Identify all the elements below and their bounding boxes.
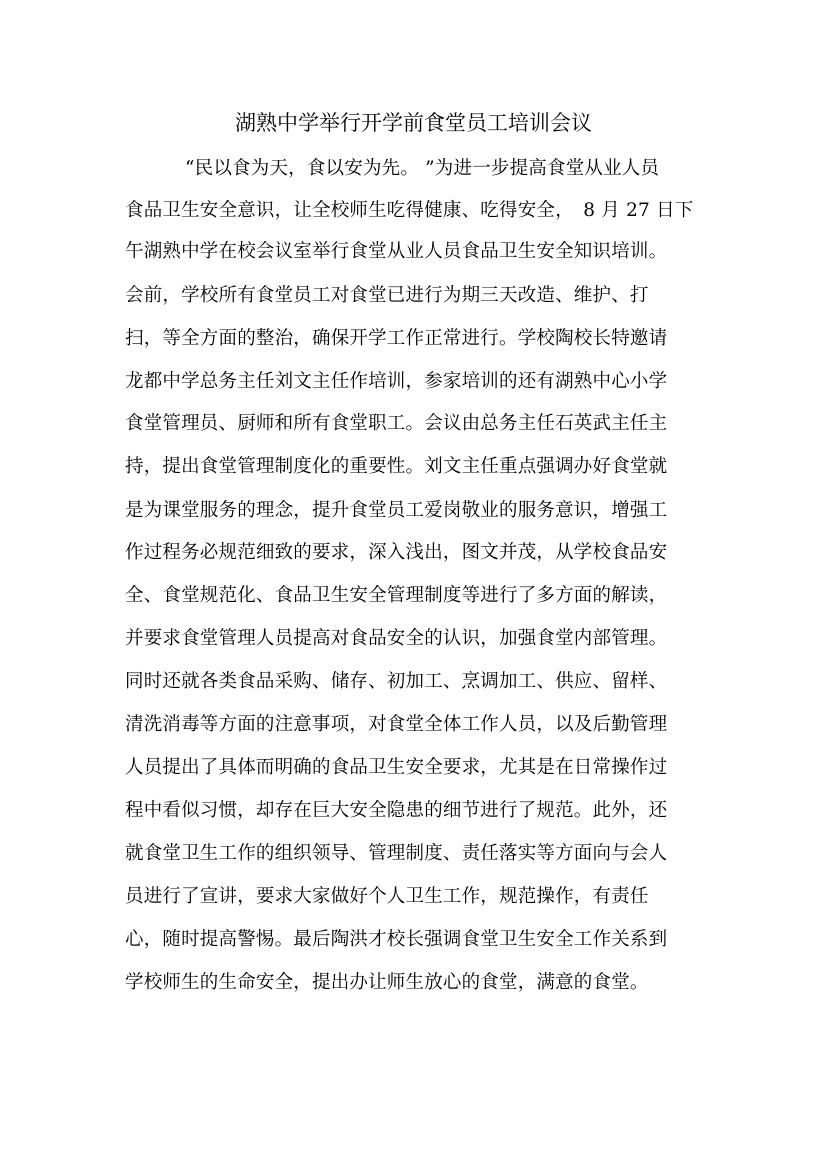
body-line-14: 清洗消毒等方面的注意事项，对食堂全体工作人员，以及后勤管理: [125, 714, 668, 735]
body-line-8: 持，提出食堂管理制度化的重要性。刘文主任重点强调办好食堂就: [125, 456, 668, 477]
body-line-11: 全、食堂规范化、食品卫生安全管理制度等进行了多方面的解读，: [125, 585, 668, 606]
body-line-10: 作过程务必规范细致的要求，深入浅出，图文并茂，从学校食品安: [125, 542, 668, 563]
body-line-12: 并要求食堂管理人员提高对食品安全的认识，加强食堂内部管理。: [125, 628, 668, 649]
body-line-6: 龙都中学总务主任刘文主任作培训，参家培训的还有湖熟中心小学: [125, 371, 668, 392]
body-line-3: 午湖熟中学在校会议室举行食堂从业人员食品卫生安全知识培训。: [125, 241, 668, 262]
body-line-15: 人员提出了具体而明确的食品卫生安全要求，尤其是在日常操作过: [125, 757, 668, 778]
document-title: 湖熟中学举行开学前食堂员工培训会议: [235, 111, 592, 135]
body-line-16: 程中看似习惯，却存在巨大安全隐患的细节进行了规范。此外，还: [125, 800, 668, 821]
body-line-9: 是为课堂服务的理念，提升食堂员工爱岗敬业的服务意识，增强工: [125, 500, 668, 521]
body-line-2: 食品卫生安全意识，让全校师生吃得健康、吃得安全， 8 月 27 日下: [125, 200, 694, 221]
body-line-1: “民以食为天，食以安为先。 ”为进一步提高食堂从业人员: [185, 158, 660, 179]
body-line-18: 员进行了宣讲，要求大家做好个人卫生工作，规范操作，有责任: [125, 886, 649, 907]
body-line-19: 心，随时提高警惕。最后陶洪才校长强调食堂卫生安全工作关系到: [125, 929, 668, 950]
body-line-17: 就食堂卫生工作的组织领导、管理制度、责任落实等方面向与会人: [125, 843, 668, 864]
body-line-20: 学校师生的生命安全，提出办让师生放心的食堂，满意的食堂。: [125, 972, 649, 993]
body-line-13: 同时还就各类食品采购、储存、初加工、烹调加工、供应、留样、: [125, 671, 668, 692]
body-line-7: 食堂管理员、厨师和所有食堂职工。会议由总务主任石英武主任主: [125, 413, 668, 434]
body-line-5: 扫，等全方面的整治，确保开学工作正常进行。学校陶校长特邀请: [125, 328, 668, 349]
body-line-4: 会前，学校所有食堂员工对食堂已进行为期三天改造、维护、打: [125, 285, 649, 306]
